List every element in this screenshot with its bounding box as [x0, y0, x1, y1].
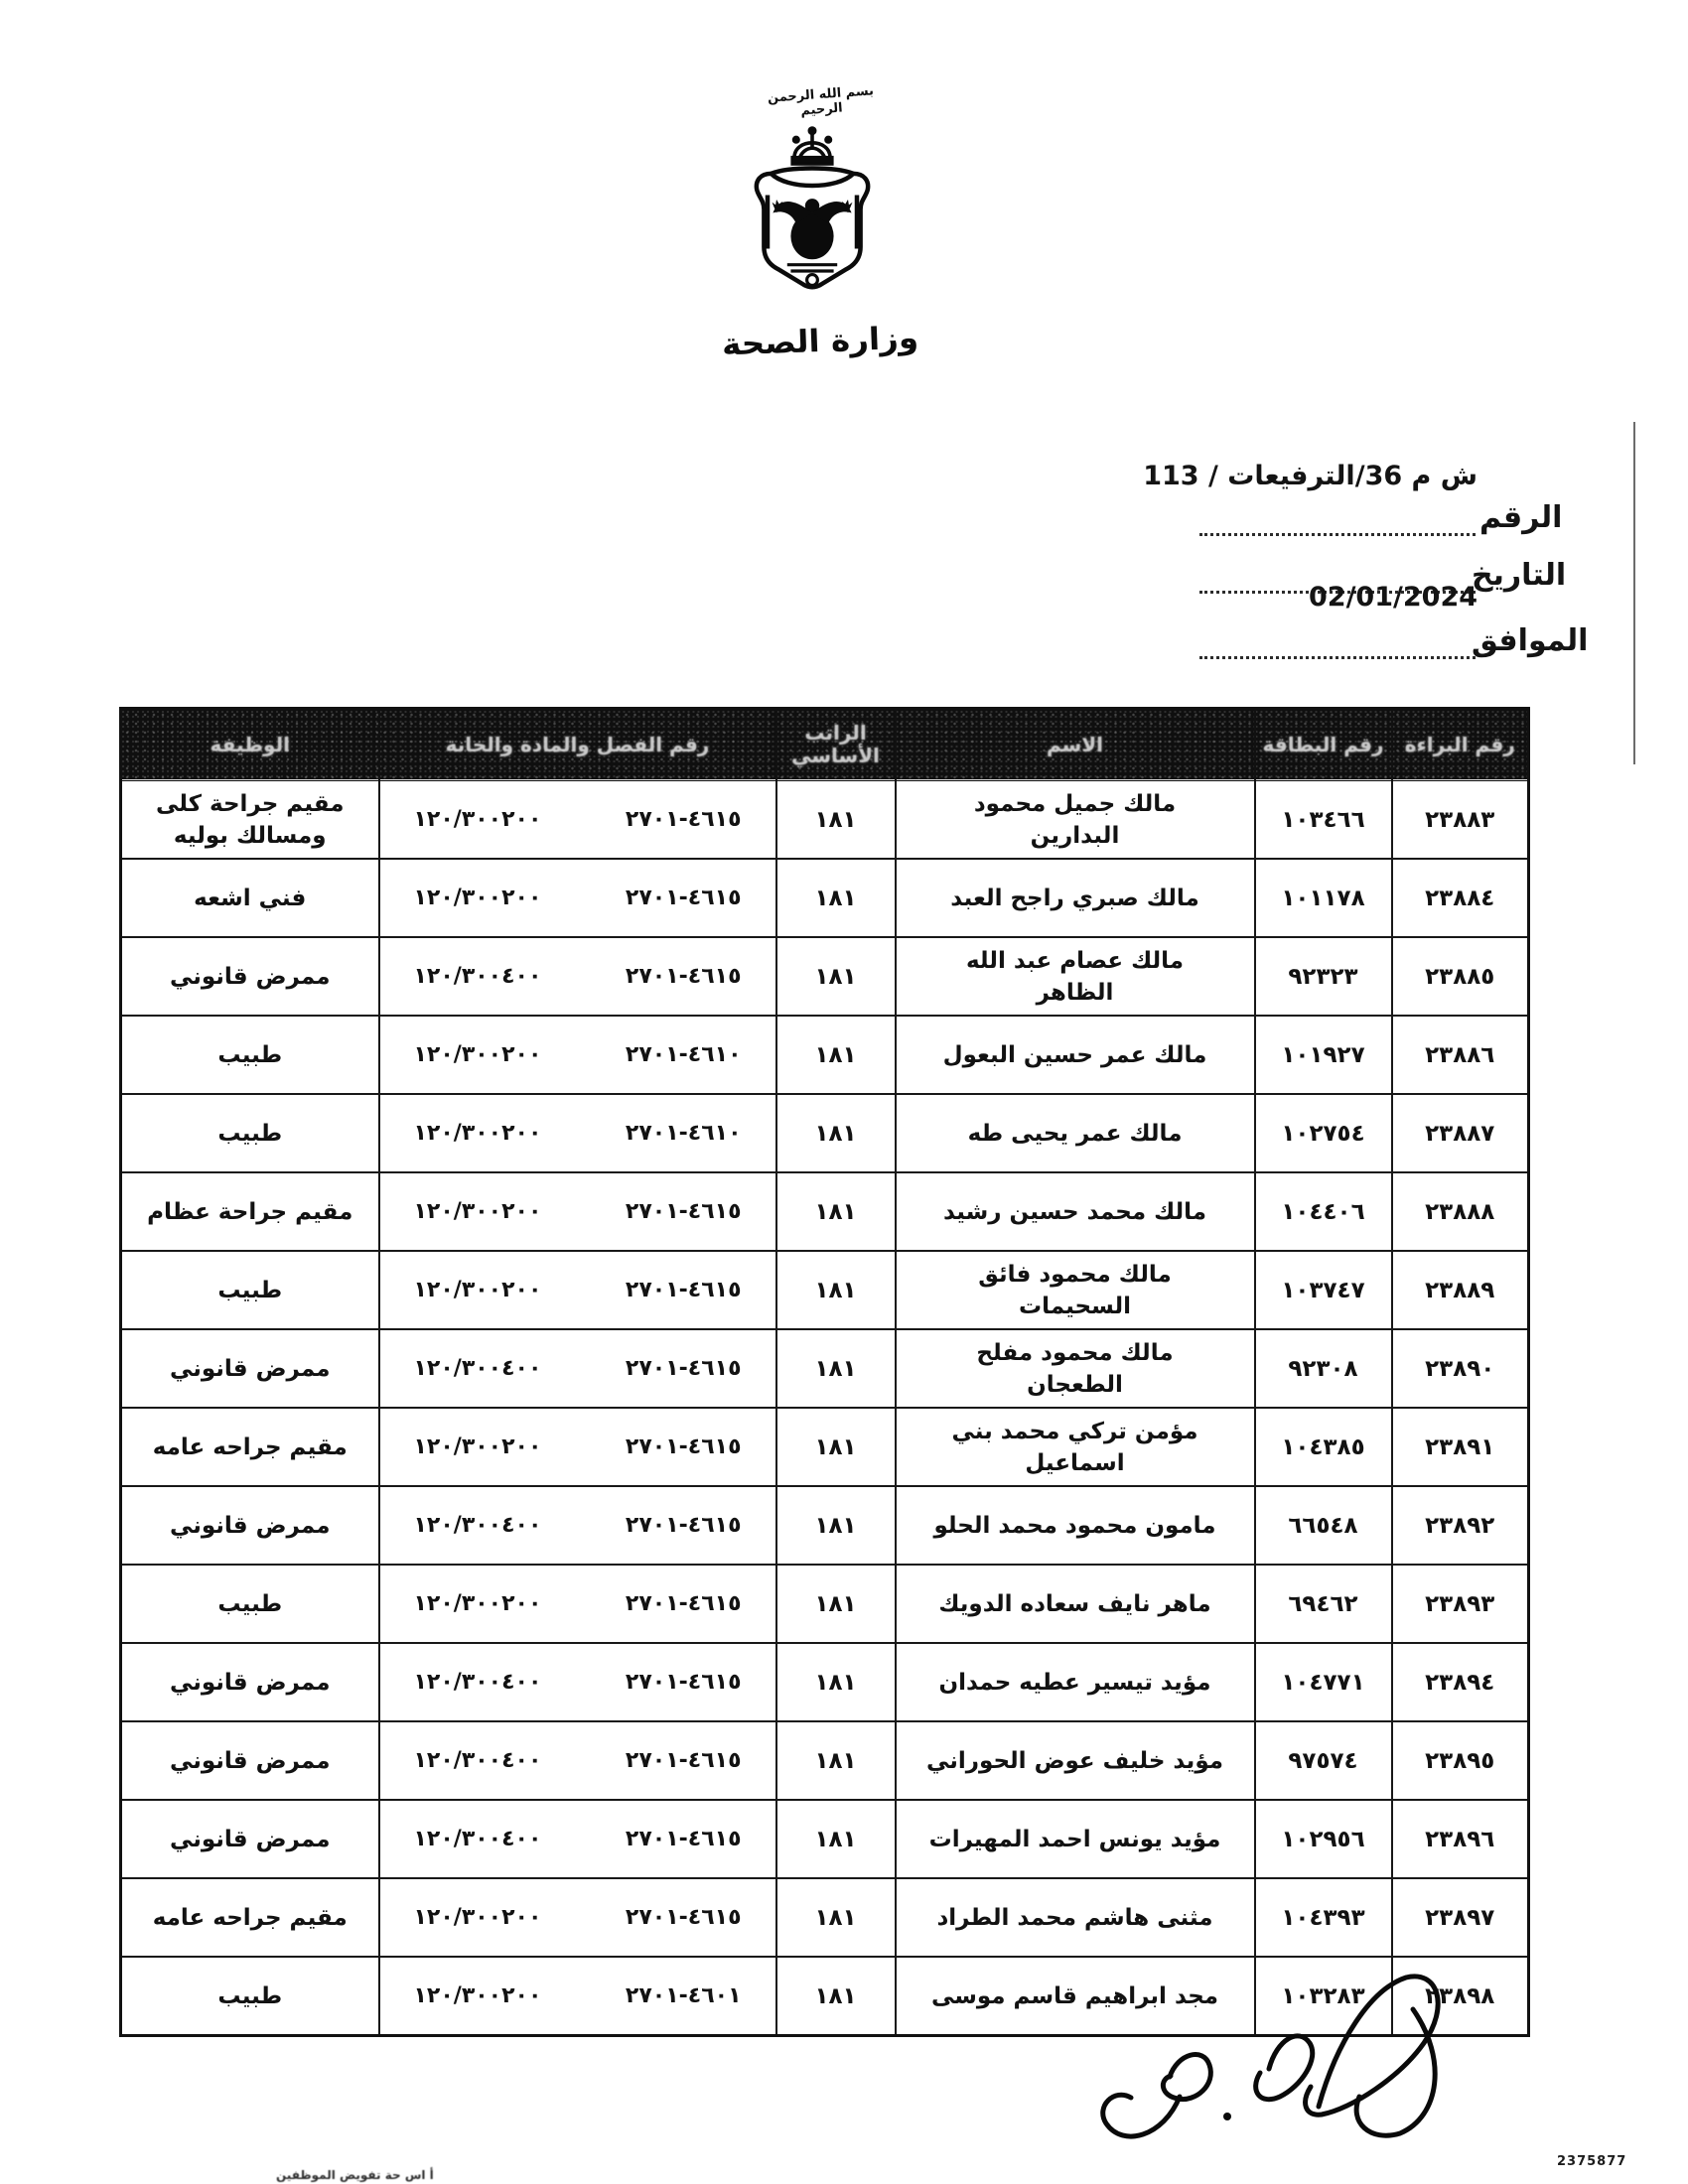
cell-card-no: ١٠١١٧٨: [1255, 859, 1392, 937]
cell-card-no: ١٠٤٧٧١: [1255, 1643, 1392, 1721]
corresponding-date-value: 02/01/2024: [1309, 582, 1478, 613]
cell-budget-code: [379, 1094, 776, 1172]
cell-salary: ١٨١: [776, 1957, 896, 2036]
cell-budget-code: [379, 780, 776, 859]
cell-name: ماهر نايف سعاده الدويك: [896, 1565, 1255, 1643]
cell-decree-no: ٢٣٨٩٨: [1392, 1957, 1529, 2036]
cell-name: مؤيد خليف عوض الحوراني: [896, 1721, 1255, 1800]
header-name: الاسم: [896, 709, 1255, 781]
cell-decree-no: ٢٣٨٩٥: [1392, 1721, 1529, 1800]
budget-code: ١٢٠/٣٠٠٢٠٠ ٤٦١٥-٢٧٠١: [413, 1198, 742, 1224]
cell-decree-no: ٢٣٨٩٠: [1392, 1329, 1529, 1408]
cell-decree-no: ٢٣٨٩١: [1392, 1408, 1529, 1486]
cell-name: مالك محمود فائق السحيمات: [896, 1251, 1255, 1329]
cell-salary: ١٨١: [776, 1094, 896, 1172]
table-row: [121, 1800, 1529, 1878]
table-row: [121, 937, 1529, 1016]
cell-salary: ١٨١: [776, 859, 896, 937]
header-card-no: رقم البطاقة: [1255, 709, 1392, 781]
cell-job-title: طبيب: [121, 1094, 379, 1172]
cell-card-no: ١٠٢٧٥٤: [1255, 1094, 1392, 1172]
cell-salary: ١٨١: [776, 1329, 896, 1408]
cell-name: مالك عمر حسين البعول: [896, 1016, 1255, 1094]
budget-code: ١٢٠/٣٠٠٢٠٠ ٤٦١٥-٢٧٠١: [413, 806, 742, 832]
table-row: [121, 1721, 1529, 1800]
cell-card-no: ١٠٤٣٨٥: [1255, 1408, 1392, 1486]
footer-serial-number: 2375877: [1557, 2154, 1627, 2169]
cell-budget-code: [379, 1721, 776, 1800]
cell-decree-no: ٢٣٨٩٣: [1392, 1565, 1529, 1643]
cell-job-title: طبيب: [121, 1251, 379, 1329]
budget-code: ١٢٠/٣٠٠٢٠٠ ٤٦١٠-٢٧٠١: [413, 1041, 742, 1067]
budget-code: ١٢٠/٣٠٠٤٠٠ ٤٦١٥-٢٧٠١: [413, 1747, 742, 1773]
cell-name: مثنى هاشم محمد الطراد: [896, 1878, 1255, 1957]
cell-decree-no: ٢٣٨٩٤: [1392, 1643, 1529, 1721]
header-salary: الراتب الأساسي: [776, 709, 896, 781]
cell-salary: ١٨١: [776, 780, 896, 859]
cell-job-title: ممرض قانوني: [121, 1643, 379, 1721]
budget-code: ١٢٠/٣٠٠٢٠٠ ٤٦١٥-٢٧٠١: [413, 885, 742, 910]
cell-name: مؤيد تيسير عطيه حمدان: [896, 1643, 1255, 1721]
cell-job-title: ممرض قانوني: [121, 1721, 379, 1800]
cell-decree-no: ٢٣٨٨٦: [1392, 1016, 1529, 1094]
cell-budget-code: [379, 1565, 776, 1643]
cell-budget-code: [379, 937, 776, 1016]
cell-job-title: طبيب: [121, 1016, 379, 1094]
cell-card-no: ١٠٣٢٨٣: [1255, 1957, 1392, 2036]
cell-decree-no: ٢٣٨٨٤: [1392, 859, 1529, 937]
field-label-date: التاريخ: [1472, 558, 1567, 593]
right-margin-rule: [1633, 422, 1635, 764]
cell-decree-no: ٢٣٨٩٧: [1392, 1878, 1529, 1957]
cell-name: مامون محمود محمد الحلو: [896, 1486, 1255, 1565]
cell-budget-code: [379, 1408, 776, 1486]
budget-code: ١٢٠/٣٠٠٢٠٠ ٤٦٠١-٢٧٠١: [413, 1982, 742, 2008]
cell-decree-no: ٢٣٨٨٨: [1392, 1172, 1529, 1251]
cell-salary: ١٨١: [776, 1878, 896, 1957]
cell-decree-no: ٢٣٨٨٩: [1392, 1251, 1529, 1329]
cell-job-title: ممرض قانوني: [121, 937, 379, 1016]
cell-job-title: طبيب: [121, 1957, 379, 2036]
cell-card-no: ١٠٤٤٠٦: [1255, 1172, 1392, 1251]
cell-job-title: ممرض قانوني: [121, 1486, 379, 1565]
budget-code: ١٢٠/٣٠٠٤٠٠ ٤٦١٥-٢٧٠١: [413, 1355, 742, 1381]
cell-name: مالك محمود مفلح الطعجان: [896, 1329, 1255, 1408]
cell-card-no: ١٠٤٣٩٣: [1255, 1878, 1392, 1957]
cell-budget-code: [379, 1643, 776, 1721]
header-job: الوظيفة: [121, 709, 379, 781]
table-row: [121, 1408, 1529, 1486]
budget-code: ١٢٠/٣٠٠٢٠٠ ٤٦١٥-٢٧٠١: [413, 1590, 742, 1616]
cell-card-no: ١٠٣٧٤٧: [1255, 1251, 1392, 1329]
cell-card-no: ٩٧٥٧٤: [1255, 1721, 1392, 1800]
cell-budget-code: [379, 1957, 776, 2036]
budget-code: ١٢٠/٣٠٠٢٠٠ ٤٦١٥-٢٧٠١: [413, 1277, 742, 1302]
cell-budget-code: [379, 1878, 776, 1957]
cell-card-no: ١٠٢٩٥٦: [1255, 1800, 1392, 1878]
cell-decree-no: ٢٣٨٩٢: [1392, 1486, 1529, 1565]
bismillah-text: بسم الله الرحمن الرحيم: [767, 83, 875, 119]
ministry-calligraphy: وزارة الصحة: [721, 320, 919, 363]
cell-card-no: ١٠١٩٢٧: [1255, 1016, 1392, 1094]
cell-job-title: مقيم جراحه عامه: [121, 1408, 379, 1486]
table-header-row: [121, 709, 1529, 781]
cell-salary: ١٨١: [776, 1643, 896, 1721]
table-row: [121, 1094, 1529, 1172]
budget-code: ١٢٠/٣٠٠٤٠٠ ٤٦١٥-٢٧٠١: [413, 1669, 742, 1695]
field-label-corresponding: الموافق: [1472, 623, 1589, 658]
budget-code: ١٢٠/٣٠٠٢٠٠ ٤٦١٠-٢٧٠١: [413, 1120, 742, 1146]
table-row: [121, 859, 1529, 937]
signature-scribble: [1021, 1948, 1468, 2155]
cell-budget-code: [379, 1016, 776, 1094]
table-row: [121, 780, 1529, 859]
cell-decree-no: ٢٣٨٨٧: [1392, 1094, 1529, 1172]
cell-salary: ١٨١: [776, 1251, 896, 1329]
budget-code: ١٢٠/٣٠٠٤٠٠ ٤٦١٥-٢٧٠١: [413, 963, 742, 989]
table-row: [121, 1878, 1529, 1957]
cell-salary: ١٨١: [776, 1721, 896, 1800]
cell-name: مالك محمد حسين رشيد: [896, 1172, 1255, 1251]
cell-job-title: طبيب: [121, 1565, 379, 1643]
cell-name: مالك عصام عبد الله الظاهر: [896, 937, 1255, 1016]
jordan-coat-of-arms: [741, 123, 884, 298]
cell-job-title: مقيم جراحه عامه: [121, 1878, 379, 1957]
cell-job-title: فني اشعه: [121, 859, 379, 937]
cell-name: مالك عمر يحيى طه: [896, 1094, 1255, 1172]
cell-salary: ١٨١: [776, 1800, 896, 1878]
cell-decree-no: ٢٣٨٩٦: [1392, 1800, 1529, 1878]
budget-code: ١٢٠/٣٠٠٤٠٠ ٤٦١٥-٢٧٠١: [413, 1826, 742, 1851]
cell-name: مالك جميل محمود البدارين: [896, 780, 1255, 859]
cell-card-no: ١٠٣٤٦٦: [1255, 780, 1392, 859]
table-row: [121, 1016, 1529, 1094]
promotion-table-body: [121, 780, 1529, 2036]
cell-budget-code: [379, 1486, 776, 1565]
cell-card-no: ٦٩٤٦٢: [1255, 1565, 1392, 1643]
dotted-line-number: [1199, 533, 1476, 536]
promotions-table: [119, 707, 1530, 2037]
cell-job-title: ممرض قانوني: [121, 1800, 379, 1878]
table-row: [121, 1329, 1529, 1408]
cell-budget-code: [379, 1800, 776, 1878]
cell-decree-no: ٢٣٨٨٣: [1392, 780, 1529, 859]
table-row: [121, 1486, 1529, 1565]
cell-job-title: مقيم جراحة كلى ومسالك بوليه: [121, 780, 379, 859]
cell-salary: ١٨١: [776, 1408, 896, 1486]
cell-card-no: ٩٢٣٠٨: [1255, 1329, 1392, 1408]
cell-budget-code: [379, 1329, 776, 1408]
cell-card-no: ٦٦٥٤٨: [1255, 1486, 1392, 1565]
budget-code: ١٢٠/٣٠٠٤٠٠ ٤٦١٥-٢٧٠١: [413, 1512, 742, 1538]
table-row: [121, 1565, 1529, 1643]
cell-job-title: مقيم جراحة عظام: [121, 1172, 379, 1251]
cell-name: مالك صبري راجح العبد: [896, 859, 1255, 937]
cell-decree-no: ٢٣٨٨٥: [1392, 937, 1529, 1016]
cell-budget-code: [379, 859, 776, 937]
field-label-number: الرقم: [1479, 500, 1563, 535]
table-row: [121, 1172, 1529, 1251]
cell-salary: ١٨١: [776, 1486, 896, 1565]
table-row: [121, 1251, 1529, 1329]
cell-name: مجد ابراهيم قاسم موسى: [896, 1957, 1255, 2036]
cell-salary: ١٨١: [776, 937, 896, 1016]
cell-salary: ١٨١: [776, 1172, 896, 1251]
cell-salary: ١٨١: [776, 1016, 896, 1094]
budget-code: ١٢٠/٣٠٠٢٠٠ ٤٦١٥-٢٧٠١: [413, 1904, 742, 1930]
header-budget: رقم الفصل والمادة والخانة: [379, 709, 776, 781]
header-decree-no: رقم البراءة: [1392, 709, 1529, 781]
cell-job-title: ممرض قانوني: [121, 1329, 379, 1408]
cell-budget-code: [379, 1251, 776, 1329]
reference-number-line: ش م 36/الترفيعات / 113: [1143, 461, 1477, 491]
cell-name: مؤمن تركي محمد بني اسماعيل: [896, 1408, 1255, 1486]
cell-name: مؤيد يونس احمد المهيرات: [896, 1800, 1255, 1878]
footer-footnote: أ اس حة تفويض الموظفين: [276, 2168, 434, 2182]
cell-budget-code: [379, 1172, 776, 1251]
dotted-line-corresponding: [1199, 656, 1476, 659]
cell-card-no: ٩٢٣٢٣: [1255, 937, 1392, 1016]
budget-code: ١٢٠/٣٠٠٢٠٠ ٤٦١٥-٢٧٠١: [413, 1433, 742, 1459]
table-row: [121, 1643, 1529, 1721]
cell-salary: ١٨١: [776, 1565, 896, 1643]
